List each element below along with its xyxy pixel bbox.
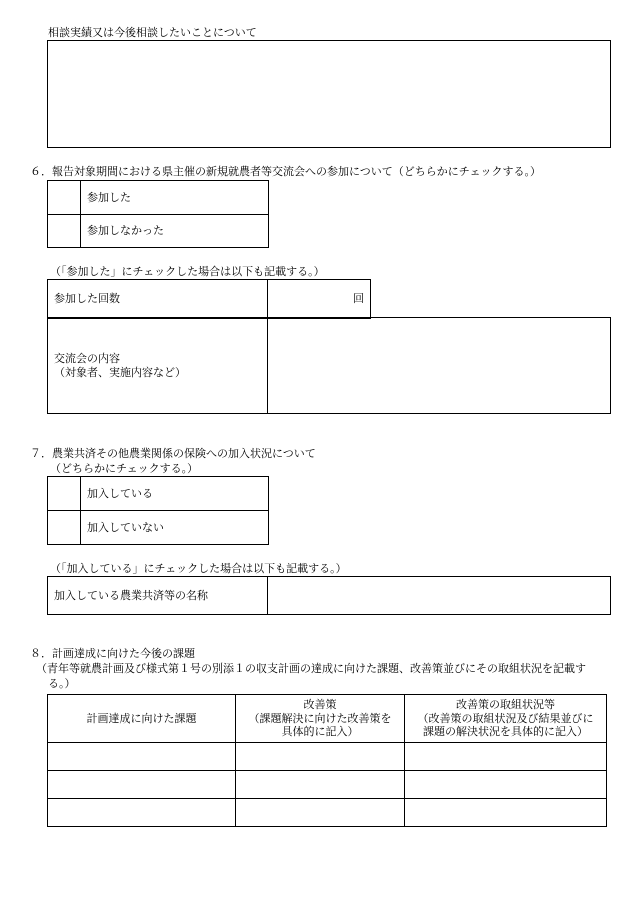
content-label-line1: 交流会の内容 — [54, 351, 120, 365]
header-measure-line2: （課題解決に向けた改善策を — [248, 711, 392, 725]
consult-label: 相談実績又は今後相談したいことについて — [48, 26, 257, 39]
issue-cell[interactable] — [48, 743, 236, 771]
not-insured-checkbox[interactable] — [48, 511, 81, 545]
progress-cell[interactable] — [405, 799, 607, 827]
issue-cell[interactable] — [48, 771, 236, 799]
meeting-content-table — [47, 317, 611, 414]
content-label — [48, 318, 268, 414]
section7-sub: （どちらかにチェックする。） — [50, 462, 199, 475]
not-participated-label: 参加しなかった — [81, 215, 269, 248]
header-progress-line1: 改善策の取組状況等 — [456, 697, 555, 711]
header-issue: 計画達成に向けた課題 — [48, 695, 236, 743]
participated-label: 参加した — [81, 181, 269, 215]
insured-label: 加入している — [81, 477, 269, 511]
progress-cell[interactable] — [405, 771, 607, 799]
header-measure-line3: 具体的に記入） — [281, 725, 359, 739]
section6-heading: ６．報告対象期間における県主催の新規就農者等交流会への参加について（どちらかにチェックする。） — [30, 165, 541, 178]
measure-cell[interactable] — [236, 799, 405, 827]
table-row — [48, 799, 607, 827]
consult-textarea[interactable] — [47, 40, 611, 148]
section6-note: （「参加した」にチェックした場合は以下も記載する。） — [50, 265, 325, 278]
section8-desc-line2: る。） — [48, 677, 76, 690]
participated-checkbox[interactable] — [48, 181, 81, 215]
section8-heading: ８．計画達成に向けた今後の課題 — [30, 647, 195, 660]
insurance-choice-table — [47, 476, 269, 545]
insurance-name-input[interactable] — [268, 577, 611, 615]
table-row — [48, 743, 607, 771]
measure-cell[interactable] — [236, 743, 405, 771]
table-row — [48, 771, 607, 799]
content-input[interactable] — [268, 318, 611, 414]
progress-cell[interactable] — [405, 743, 607, 771]
header-progress-line2: （改善策の取組状況及び結果並びに — [417, 711, 594, 725]
section7-heading: ７．農業共済その他農業関係の保険への加入状況について — [30, 447, 316, 460]
section8-desc-line1: （青年等就農計画及び様式第１号の別添１の収支計画の達成に向けた課題、改善策並びにその取組状況を記載す — [36, 662, 586, 675]
participation-count-table — [47, 279, 371, 319]
count-label: 参加した回数 — [48, 280, 268, 319]
issue-cell[interactable] — [48, 799, 236, 827]
not-participated-checkbox[interactable] — [48, 215, 81, 248]
issues-table — [47, 694, 607, 827]
not-insured-label: 加入していない — [81, 511, 269, 545]
insured-checkbox[interactable] — [48, 477, 81, 511]
count-input[interactable] — [268, 280, 371, 319]
content-label-line2: （対象者、実施内容など） — [54, 365, 186, 379]
header-progress — [405, 695, 607, 743]
section7-note: （「加入している」にチェックした場合は以下も記載する。） — [50, 562, 347, 575]
header-progress-line3: 課題の解決状況を具体的に記入） — [423, 725, 588, 739]
measure-cell[interactable] — [236, 771, 405, 799]
insurance-name-table — [47, 576, 611, 615]
header-measure — [236, 695, 405, 743]
count-unit: 回 — [353, 292, 364, 306]
participation-choice-table — [47, 180, 269, 248]
header-measure-line1: 改善策 — [303, 697, 337, 711]
insurance-name-label: 加入している農業共済等の名称 — [48, 577, 268, 615]
